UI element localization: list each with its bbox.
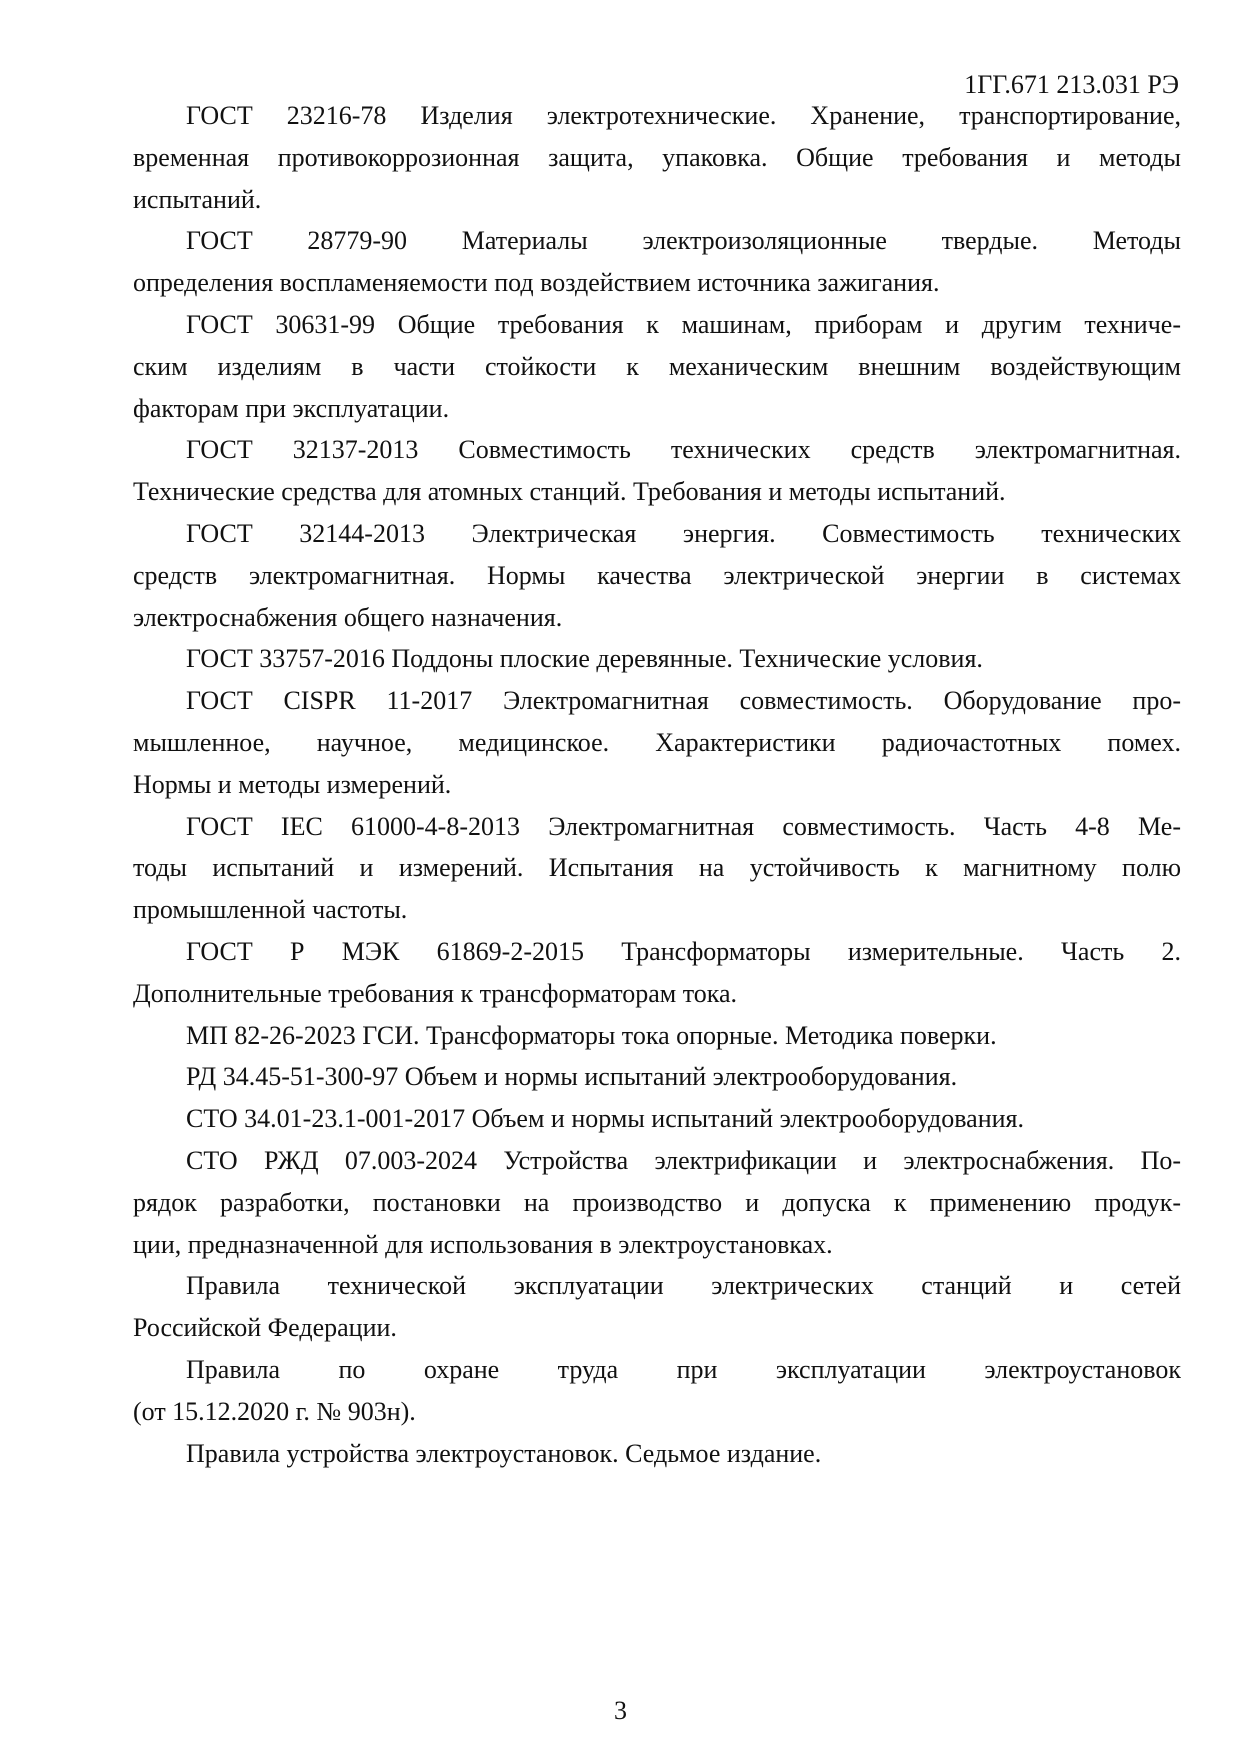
reference-line: ГОСТ IEC 61000-4-8-2013 Электромагнитная совместимость. Часть 4-8 Ме- <box>186 811 1181 841</box>
reference-line: СТО 34.01-23.1-001-2017 Объем и нормы испытаний электрооборудования. <box>186 1104 1024 1134</box>
reference-line: ГОСТ 23216-78 Изделия электротехнические. Хранение, транспортирование, <box>186 101 1181 130</box>
reference-line: ГОСТ Р МЭК 61869-2-2015 Трансформаторы измерительные. Часть 2. <box>186 936 1181 966</box>
reference-line: факторам при эксплуатации. <box>133 393 450 423</box>
reference-item <box>133 1056 1181 1098</box>
reference-item <box>133 806 1181 931</box>
reference-line: СТО РЖД 07.003-2024 Устройства электрификации и электроснабжения. По- <box>186 1145 1181 1175</box>
document-code-header: 1ГГ.671 213.031 РЭ <box>964 70 1179 99</box>
reference-item <box>133 1140 1181 1265</box>
reference-line: ГОСТ 28779-90 Материалы электроизоляционные твердые. Методы <box>186 226 1181 256</box>
reference-line: испытаний. <box>133 184 262 214</box>
page-number: 3 <box>614 1696 627 1725</box>
references-list <box>133 95 1181 1474</box>
reference-item <box>133 1098 1181 1140</box>
reference-item <box>133 931 1181 1015</box>
reference-line: ГОСТ 30631-99 Общие требования к машинам, приборам и другим техниче- <box>186 309 1181 339</box>
reference-item <box>133 1015 1181 1057</box>
reference-line: ГОСТ 33757-2016 Поддоны плоские деревянные. Технические условия. <box>186 644 983 674</box>
reference-item <box>133 513 1181 638</box>
reference-item <box>133 95 1181 220</box>
reference-line: Технические средства для атомных станций. Требования и методы испытаний. <box>133 477 1006 507</box>
reference-item <box>133 220 1181 304</box>
reference-item <box>133 429 1181 513</box>
reference-item <box>133 1349 1181 1433</box>
reference-line: Российской Федерации. <box>133 1313 397 1343</box>
reference-line: временная противокоррозионная защита, упаковка. Общие требования и методы <box>133 142 1181 172</box>
reference-line: Нормы и методы измерений. <box>133 769 452 799</box>
reference-line: РД 34.45-51-300-97 Объем и нормы испытаний электрооборудования. <box>186 1062 958 1092</box>
reference-item <box>133 304 1181 429</box>
reference-line: определения воспламеняемости под воздействием источника зажигания. <box>133 268 940 298</box>
reference-line: электроснабжения общего назначения. <box>133 602 563 632</box>
reference-line: ции, предназначенной для использования в электроустановках. <box>133 1229 833 1259</box>
reference-line: МП 82-26-2023 ГСИ. Трансформаторы тока опорные. Методика поверки. <box>186 1020 997 1050</box>
reference-line: ГОСТ 32144-2013 Электрическая энергия. Совместимость технических <box>186 518 1181 548</box>
reference-line: ГОСТ CISPR 11-2017 Электромагнитная совместимость. Оборудование про- <box>186 686 1181 716</box>
reference-item <box>133 1265 1181 1349</box>
reference-item <box>133 1433 1181 1475</box>
reference-line: Дополнительные требования к трансформаторам тока. <box>133 978 738 1008</box>
reference-line: мышленное, научное, медицинское. Характеристики радиочастотных помех. <box>133 727 1181 757</box>
reference-line: ским изделиям в части стойкости к механическим внешним воздействующим <box>133 351 1181 381</box>
reference-line: тоды испытаний и измерений. Испытания на устойчивость к магнитному полю <box>133 853 1181 883</box>
reference-line: Правила по охране труда при эксплуатации электроустановок <box>186 1354 1181 1384</box>
reference-line: Правила технической эксплуатации электрических станций и сетей <box>186 1271 1181 1301</box>
reference-item <box>133 680 1181 805</box>
reference-line: средств электромагнитная. Нормы качества электрической энергии в системах <box>133 560 1181 590</box>
reference-line: (от 15.12.2020 г. № 903н). <box>133 1396 416 1426</box>
reference-line: ГОСТ 32137-2013 Совместимость технических средств электромагнитная. <box>186 435 1181 465</box>
reference-line: промышленной частоты. <box>133 895 408 925</box>
reference-line: рядок разработки, постановки на производство и допуска к применению продук- <box>133 1187 1181 1217</box>
reference-item <box>133 638 1181 680</box>
reference-line: Правила устройства электроустановок. Седьмое издание. <box>186 1438 822 1468</box>
